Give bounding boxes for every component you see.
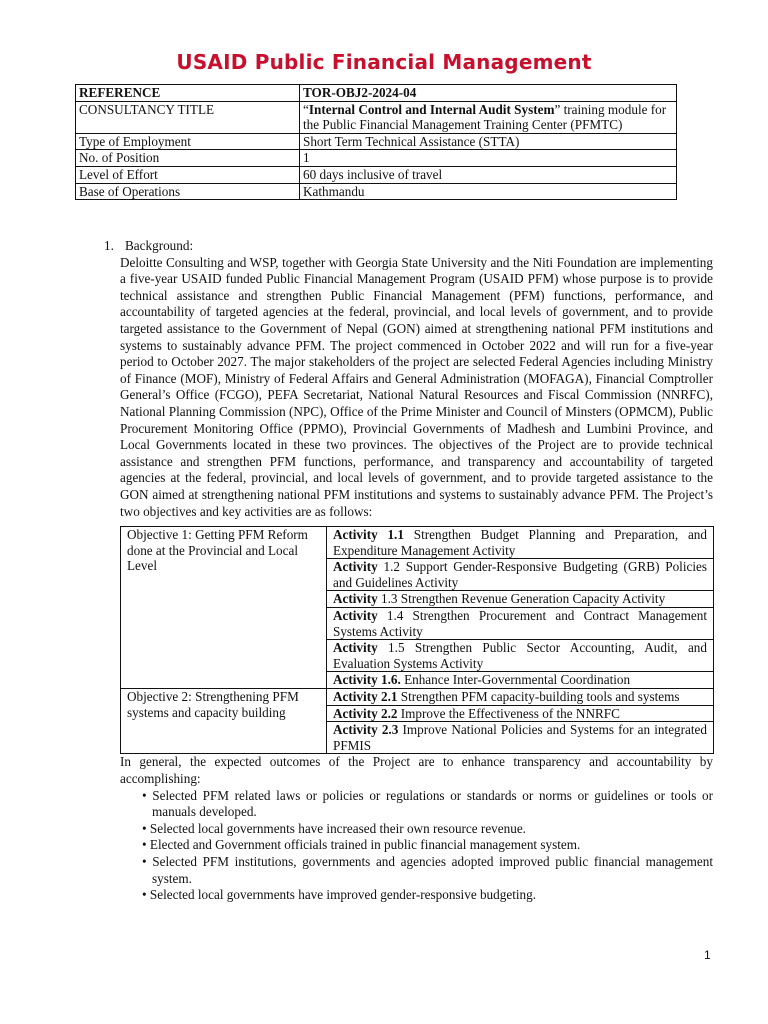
outcome-text: Selected local governments have improved gender-responsive budgeting. (149, 887, 537, 903)
activity-text: 1.5 Strengthen Public Sector Accounting, Audit, and Evaluation Systems Activity (333, 640, 707, 671)
row-value: Short Term Technical Assistance (STTA) (300, 133, 677, 150)
bullet: • (142, 853, 147, 869)
list-item (142, 837, 713, 854)
background-section (104, 238, 713, 904)
activity-cell (327, 689, 714, 706)
row-key: Type of Employment (76, 133, 300, 150)
consultancy-title-bold: Internal Control and Internal Audit System (308, 101, 555, 117)
open-quote: “ (303, 101, 309, 117)
activity-text: Improve National Policies and Systems for an integrated PFMIS (333, 722, 707, 753)
section-number: 1. (104, 238, 114, 253)
row-key: No. of Position (76, 150, 300, 167)
consultancy-title-rest: ” training module for the Public Financial Management Training Center (PFMTC) (303, 101, 667, 133)
list-item (142, 788, 713, 821)
objective-2-label: Objective 2: Strengthening PFM systems and capacity building (121, 689, 327, 754)
row-key: Level of Effort (76, 166, 300, 183)
table-row (76, 183, 677, 200)
outcomes-intro: In general, the expected outcomes of the Project are to enhance transparency and accountability by accomplishing: (120, 754, 713, 786)
activity-bold: Activity (333, 559, 378, 575)
outcome-text: Selected local governments have increased their own resource revenue. (149, 820, 526, 836)
reference-key: REFERENCE (76, 85, 300, 102)
consultancy-title-key: CONSULTANCY TITLE (76, 101, 300, 133)
reference-value: TOR-OBJ2-2024-04 (300, 85, 677, 102)
objectives-table (120, 526, 714, 754)
table-row (76, 101, 677, 133)
list-item (142, 854, 713, 887)
activity-text: 1.3 Strengthen Revenue Generation Capacity Activity (377, 591, 666, 607)
activity-text: Strengthen PFM capacity-building tools and systems (397, 689, 680, 705)
list-item (142, 887, 713, 904)
activity-text: Improve the Effectiveness of the NNRFC (397, 705, 620, 721)
activity-bold: Activity 1.1 (333, 527, 404, 543)
table-row (76, 85, 677, 102)
activity-cell (327, 672, 714, 689)
activity-text: Enhance Inter-Governmental Coordination (400, 672, 631, 688)
outcome-text: Selected PFM related laws or policies or regulations or standards or norms or guidelines or tools or manuals developed. (152, 787, 714, 820)
table-row (76, 166, 677, 183)
activity-cell (327, 722, 714, 754)
outcomes-list (104, 788, 713, 904)
reference-table (75, 84, 677, 200)
activity-cell (327, 591, 714, 608)
activity-cell (327, 559, 714, 591)
page-number: 1 (704, 948, 711, 962)
outcome-text: Elected and Government officials trained in public financial management system. (149, 837, 581, 853)
section-heading-text: Background: (125, 238, 194, 253)
activity-cell (327, 527, 714, 559)
bullet: • (142, 820, 147, 836)
activity-cell (327, 705, 714, 722)
activity-bold: Activity (333, 640, 378, 656)
activity-text: 1.2 Support Gender-Responsive Budgeting (GRB) Policies and Guidelines Activity (333, 559, 707, 590)
list-item (142, 821, 713, 838)
activity-text: 1.4 Strengthen Procurement and Contract Management Systems Activity (333, 608, 707, 639)
bullet: • (142, 887, 147, 903)
activity-bold: Activity 2.1 (333, 689, 398, 705)
activity-bold: Activity 2.3 (333, 722, 399, 738)
document-title: USAID Public Financial Management (176, 50, 592, 74)
row-value: Kathmandu (300, 183, 677, 200)
activity-bold: Activity (333, 608, 378, 624)
activity-bold: Activity 1.6. (333, 672, 401, 688)
objective-1-label: Objective 1: Getting PFM Reform done at the Provincial and Local Level (121, 527, 327, 689)
table-row (76, 150, 677, 167)
row-key: Base of Operations (76, 183, 300, 200)
table-row (76, 133, 677, 150)
activity-cell (327, 640, 714, 672)
row-value: 1 (300, 150, 677, 167)
bullet: • (142, 787, 147, 803)
section-heading (104, 238, 713, 255)
outcome-text: Selected PFM institutions, governments and agencies adopted improved public financial management system. (152, 853, 714, 886)
row-value: 60 days inclusive of travel (300, 166, 677, 183)
activity-text: Strengthen Budget Planning and Preparation, and Expenditure Management Activity (333, 527, 707, 558)
activity-bold: Activity 2.2 (333, 705, 398, 721)
table-row (121, 527, 714, 559)
consultancy-title-value (300, 101, 677, 133)
activity-cell (327, 608, 714, 640)
table-row (121, 689, 714, 706)
activity-bold: Activity (333, 591, 378, 607)
bullet: • (142, 837, 147, 853)
background-paragraph: Deloitte Consulting and WSP, together with Georgia State University and the Niti Foundation are implementing a five-year USAID funded Public Financial Management Program (USAID PFM) whose purpose is to provide technical assistance and strengthen Public Financial Management (PFM) functions, performance, and accountability of targeted agencies at the federal, provincial, and local levels of government, and to provide targeted assistance to the Government of Nepal (GON) aimed at strengthening national PFM institutions and systems to sustainably advance PFM. The project commenced in October 2022 and will run for a five-year period to October 2027. The major stakeholders of the project are selected Federal Agencies including Ministry of Finance (MOF), Ministry of Federal Affairs and General Administration (MOFAGA), Financial Comptroller General’s Office (FCGO), PEFA Secretariat, National Natural Resources and Fiscal Commission (NNRFC), National Planning Commission (NPC), Office of the Prime Minister and Council of Minsters (OPMCM), Public Procurement Monitoring Office (PPMO), Provincial Governments of Madhesh and Lumbini Province, and Local Governments located in these two provinces. The objectives of the Project are to provide technical assistance and strengthen PFM functions, performance, and transparency and accountability of targeted agencies at the federal, provincial, and local levels of government, and to provide targeted assistance to the GON aimed at strengthening national PFM institutions and systems to sustainably advance PFM. The Project’s two objectives and key activities are as follows: (120, 254, 713, 519)
